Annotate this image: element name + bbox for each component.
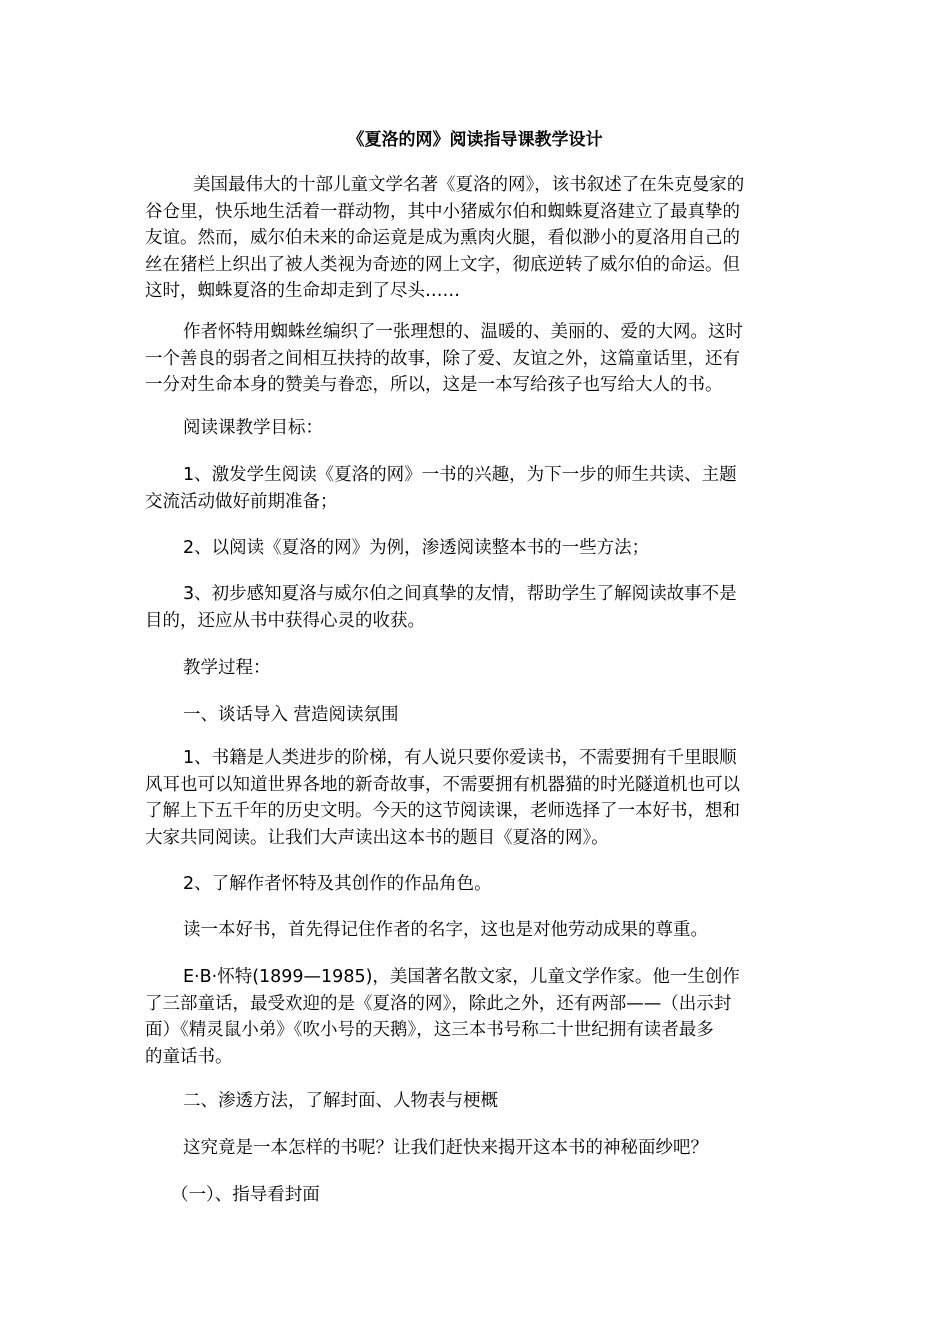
text-line: 大家共同阅读。让我们大声读出这本书的题目《夏洛的网》。: [145, 827, 609, 848]
paragraph-section-2-heading: [145, 1088, 809, 1115]
text-line: 1、激发学生阅读《夏洛的网》一书的兴趣，为下一步的师生共读、主题: [183, 465, 737, 485]
text-line: 2、以阅读《夏洛的网》为例，渗透阅读整本书的一些方法；: [183, 538, 650, 558]
text-line: 读一本好书，首先得记住作者的名字，这也是对他劳动成果的尊重。: [183, 920, 708, 940]
text-line: 目的，还应从书中获得心灵的收获。: [145, 610, 425, 631]
document-title: 《夏洛的网》阅读指导课教学设计: [347, 130, 603, 150]
paragraph-step-2: [145, 871, 809, 898]
text-line: 作者怀特用蜘蛛丝编织了一张理想的、温暖的、美丽的、爱的大网。这时: [183, 322, 743, 342]
text-line: 了解上下五千年的历史文明。今天的这节阅读课，老师选择了一本好书，想和: [145, 801, 740, 821]
paragraph-step-1: [145, 745, 809, 851]
text-line: 1、书籍是人类进步的阶梯，有人说只要你爱读书，不需要拥有千里眼顺: [183, 748, 737, 768]
text-line: 一分对生命本身的赞美与眷恋，所以，这是一本写给孩子也写给大人的书。: [145, 375, 723, 395]
text-line: 这究竟是一本怎样的书呢？让我们赶快来揭开这本书的神秘面纱吧？: [183, 1138, 708, 1158]
text-line: 的童话书。: [145, 1046, 233, 1067]
paragraph-section-1-heading: [145, 702, 809, 729]
paragraph-author-intent: [145, 319, 809, 399]
text-line: 丝在猪栏上织出了被人类视为奇迹的网上文字，彻底逆转了威尔伯的命运。但: [145, 254, 740, 275]
paragraph-process-heading: [145, 655, 809, 682]
text-line: 阅读课教学目标：: [183, 418, 323, 438]
text-line: 2、了解作者怀特及其创作的作品角色。: [183, 874, 492, 894]
text-line: 3、初步感知夏洛与威尔伯之间真挚的友情，帮助学生了解阅读故事不是: [183, 584, 737, 604]
text-line: 美国最伟大的十部儿童文学名著《夏洛的网》，该书叙述了在朱克曼家的: [193, 175, 745, 195]
text-line: 二、渗透方法，了解封面、人物表与梗概: [183, 1091, 498, 1111]
text-line: 风耳也可以知道世界各地的新奇故事，不需要拥有机器猫的时光隧道机也可以: [145, 774, 740, 795]
paragraph-step-2-text: [145, 917, 809, 944]
paragraph-goal-2: [145, 535, 809, 562]
text-line: 友谊。然而，威尔伯未来的命运竟是成为熏肉火腿，看似渺小的夏洛用自己的: [145, 228, 740, 248]
text-line: 这时，蜘蛛夏洛的生命却走到了尽头……: [145, 281, 460, 301]
paragraph-goal-1: [145, 462, 809, 515]
paragraph-goal-3: [145, 581, 809, 634]
paragraph-subsection-1-heading: [145, 1182, 809, 1209]
paragraph-goals-heading: [145, 415, 809, 442]
text-line: 了三部童话，最受欢迎的是《夏洛的网》，除此之外，还有两部——（出示封: [145, 993, 732, 1014]
paragraph-author-bio: [145, 964, 809, 1070]
text-line: 一个善良的弱者之间相互扶持的故事，除了爱、友谊之外，这篇童话里，还有: [145, 348, 740, 369]
text-line: 谷仓里，快乐地生活着一群动物，其中小猪威尔伯和蜘蛛夏洛建立了最真挚的: [145, 201, 740, 222]
paragraph-intro: [145, 172, 809, 305]
text-line: 教学过程：: [183, 658, 271, 678]
text-line: E·B·怀特(1899—1985)，美国著名散文家，儿童文学作家。他一生创作: [183, 967, 740, 987]
paragraph-section-2-question: [145, 1135, 809, 1162]
text-line: 面）《精灵鼠小弟》《吹小号的天鹅》，这三本书号称二十世纪拥有读者最多: [145, 1020, 714, 1040]
text-line: （一）、指导看封面: [171, 1185, 320, 1205]
text-line: 交流活动做好前期准备；: [145, 491, 338, 512]
text-line: 一、谈话导入 营造阅读氛围: [183, 705, 399, 725]
